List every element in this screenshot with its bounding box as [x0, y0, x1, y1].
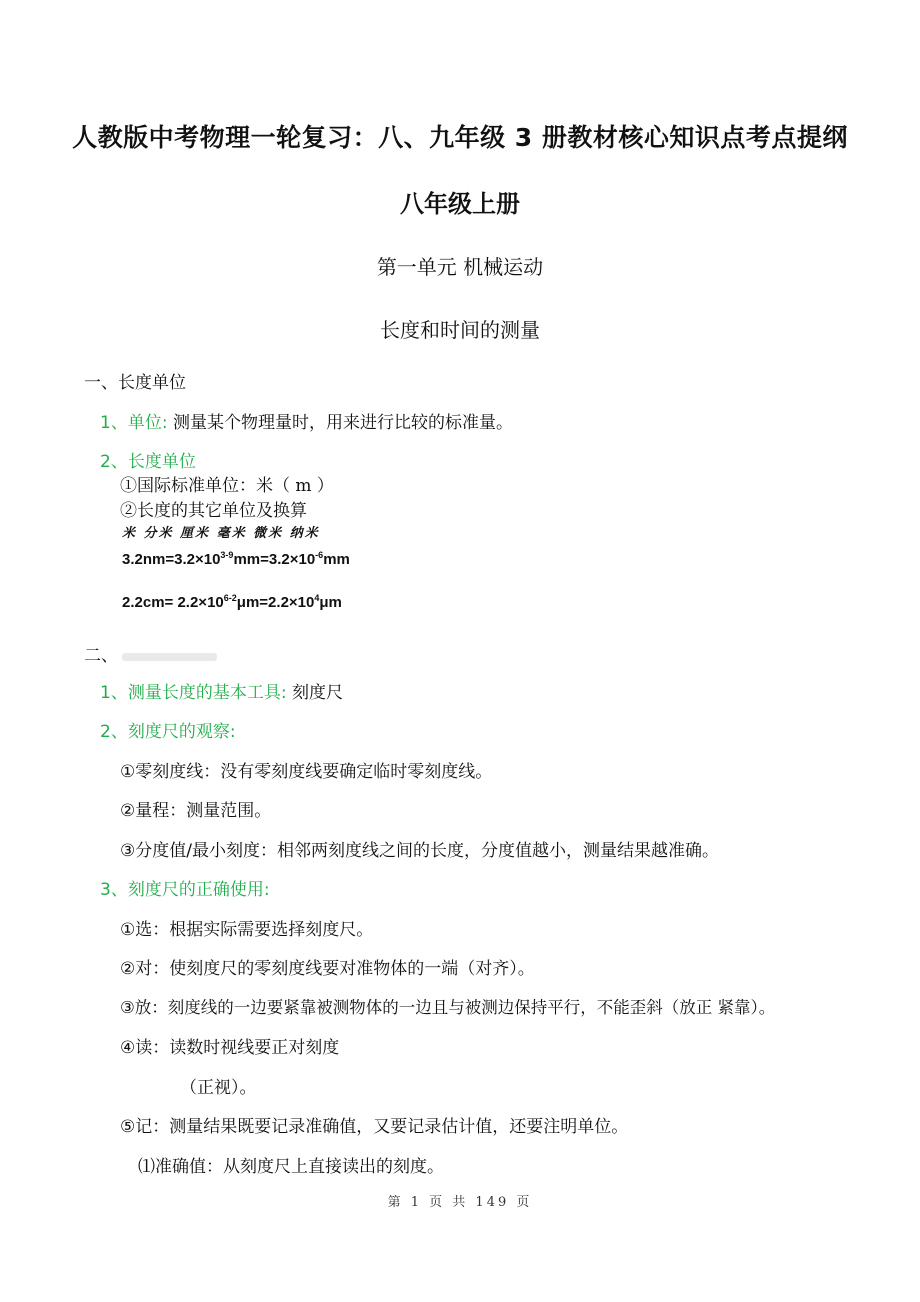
sec1-item-1: [100, 408, 513, 433]
eq1-part-c: mm: [323, 551, 350, 568]
eq2-part-b: μm=2.2×10: [236, 594, 315, 611]
unit-title: 第一单元 机械运动: [376, 255, 544, 279]
lesson-title: 长度和时间的测量: [380, 318, 540, 342]
sec1-item-2-label: 2、长度单位: [100, 452, 196, 472]
sec2-use-4-continued: （正视）。: [180, 1078, 257, 1098]
eq2-exponent-2: 4: [314, 593, 320, 603]
sec2-use-2: ②对：使刻度尺的零刻度线要对准物体的一端（对齐）。: [120, 959, 535, 979]
sec1-equation-2: [122, 593, 342, 611]
eq1-part-b: mm=3.2×10: [233, 551, 316, 568]
sec1-equation-1: [122, 550, 350, 568]
sec2-use-4: ④读：读数时视线要正对刻度: [120, 1038, 340, 1058]
sec1-item-1-text: 测量某个物理量时，用来进行比较的标准量。: [172, 413, 513, 433]
sec2-obs-3: ③分度值/最小刻度：相邻两刻度线之间的长度，分度值越小，测量结果越准确。: [120, 841, 719, 861]
blurred-heading-text: [122, 653, 217, 661]
sec2-use-5: ⑤记：测量结果既要记录准确值，又要记录估计值，还要注明单位。: [120, 1117, 629, 1137]
sec2-item-1: [100, 678, 343, 703]
section-2-heading: [84, 641, 217, 666]
sec1-item-1-label: 1、单位:: [100, 413, 168, 433]
grade-title: 八年级上册: [400, 190, 520, 218]
eq1-part-a: 3.2nm=3.2×10: [122, 551, 221, 568]
sec2-use-3: ③放：刻度线的一边要紧靠被测物体的一边且与被测边保持平行，不能歪斜（放正 紧靠）。: [120, 998, 776, 1017]
eq1-exponent-2: -6: [315, 550, 324, 560]
sec2-item-1-text: 刻度尺: [291, 683, 343, 703]
eq2-part-c: μm: [319, 594, 342, 611]
section-1-heading: 一、长度单位: [84, 373, 186, 393]
sec1-units-row: 米 分米 厘米 毫米 微米 纳米: [122, 526, 320, 541]
sec2-use-5-sub-1: ⑴准确值：从刻度尺上直接读出的刻度。: [138, 1157, 444, 1177]
document-title: 人教版中考物理一轮复习：八、九年级 3 册教材核心知识点考点提纲: [72, 123, 848, 152]
section-2-number: 二、: [84, 646, 118, 666]
eq1-exponent-1: 3-9: [220, 550, 234, 560]
sec2-item-2-label: 2、刻度尺的观察:: [100, 722, 236, 742]
sec2-obs-1: ①零刻度线：没有零刻度线要确定临时零刻度线。: [120, 762, 493, 782]
sec1-sub-1: ①国际标准单位：米（ m ）: [120, 476, 334, 496]
sec2-item-3-label: 3、刻度尺的正确使用:: [100, 880, 270, 900]
eq2-exponent-1: 6-2: [223, 593, 237, 603]
sec2-obs-2: ②量程：测量范围。: [120, 801, 272, 821]
sec2-item-1-label: 1、测量长度的基本工具:: [100, 683, 287, 703]
sec1-sub-2: ②长度的其它单位及换算: [120, 501, 307, 521]
page-footer: 第 1 页 共 149 页: [387, 1195, 533, 1210]
sec2-use-1: ①选：根据实际需要选择刻度尺。: [120, 920, 374, 940]
eq2-part-a: 2.2cm= 2.2×10: [122, 594, 224, 611]
